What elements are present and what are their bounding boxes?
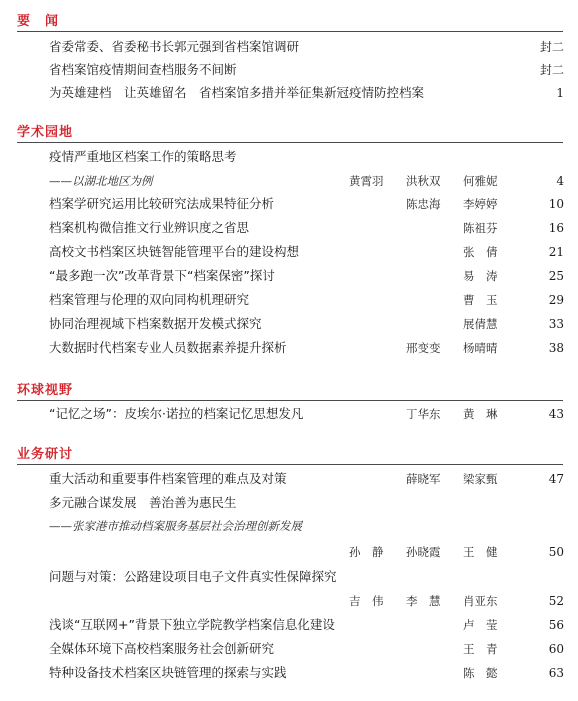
page-number: 封二 [539,40,564,54]
toc-entry[interactable] [49,290,564,310]
toc-entry[interactable] [49,404,564,424]
toc-entry[interactable] [49,338,564,358]
page-number: 47 [548,472,564,486]
page-number: 封二 [539,63,564,77]
entry-title: “最多跑一次”改革背景下“档案保密”探讨 [49,268,275,283]
author: 张 倩 [463,245,498,259]
author: 邢变变 [406,341,441,355]
entry-title: 档案机构微信推文行业辨识度之省思 [49,220,250,235]
author: 梁家甄 [463,472,498,486]
page-number: 63 [548,666,564,680]
author: 洪秋双 [406,174,441,188]
author: 陈祖芬 [463,221,498,235]
author: 曹 玉 [463,293,498,307]
page-number: 33 [548,317,564,331]
page-number: 56 [548,618,564,632]
author: 王 青 [463,642,498,656]
page-number: 43 [548,407,564,421]
toc-entry[interactable] [49,37,564,57]
toc-entry-subline [49,171,564,191]
entry-title: 省委常委、省委秘书长郭元强到省档案馆调研 [49,39,300,54]
section-title-news: 要 闻 [17,14,60,29]
entry-title: “记忆之场”：皮埃尔·诺拉的档案记忆思想发凡 [49,406,304,421]
author: 陈 懿 [463,666,498,680]
section-divider [17,142,563,143]
entry-title: 为英雄建档 让英雄留名 省档案馆多措并举征集新冠疫情防控档案 [49,85,425,100]
toc-entry[interactable] [49,663,564,683]
page-number: 38 [548,341,564,355]
toc-entry-subline [49,516,564,536]
entry-subtitle: ——以湖北地区为例 [49,174,153,188]
toc-entry[interactable] [49,242,564,262]
author: 孙 静 [349,545,384,559]
section-divider [17,31,563,32]
entry-title: 问题与对策：公路建设项目电子文件真实性保障探究 [49,569,337,584]
entry-title: 协同治理视域下档案数据开发模式探究 [49,316,262,331]
toc-entry[interactable] [49,314,564,334]
entry-subtitle: ——张家港市推动档案服务基层社会治理创新发展 [49,519,302,533]
page-number: 10 [548,197,564,211]
author: 肖亚东 [463,594,498,608]
entry-title: 特种设备技术档案区块链管理的探索与实践 [49,665,287,680]
toc-entry-subline [49,542,564,562]
entry-title: 多元融合谋发展 善治善为惠民生 [49,495,237,510]
author: 丁华东 [406,407,441,421]
section-title-global: 环球视野 [17,383,74,398]
author: 卢 莹 [463,618,498,632]
author: 王 健 [463,545,498,559]
author: 黄霄羽 [349,174,384,188]
entry-title: 大数据时代档案专业人员数据素养提升探析 [49,340,287,355]
page-number: 60 [548,642,564,656]
page-number: 25 [548,269,564,283]
author: 杨晴晴 [463,341,498,355]
toc-entry[interactable] [49,493,564,513]
toc-entry[interactable] [49,194,564,214]
toc-entry[interactable] [49,469,564,489]
page-number: 50 [548,545,564,559]
author: 薛晓军 [406,472,441,486]
section-divider [17,464,563,465]
author: 孙晓霞 [406,545,441,559]
author: 黄 琳 [463,407,498,421]
toc-entry[interactable] [49,615,564,635]
entry-title: 档案管理与伦理的双向同构机理研究 [49,292,250,307]
author: 易 涛 [463,269,498,283]
entry-title: 全媒体环境下高校档案服务社会创新研究 [49,641,275,656]
entry-title: 浅谈“互联网+”背景下独立学院教学档案信息化建设 [49,617,335,632]
page-number: 21 [548,245,564,259]
toc-entry[interactable] [49,639,564,659]
author: 吉 伟 [349,594,384,608]
toc-entry[interactable] [49,83,564,103]
author: 李婷婷 [463,197,498,211]
toc-entry[interactable] [49,567,564,587]
page-number: 4 [556,174,564,188]
author: 李 慧 [406,594,441,608]
toc-entry[interactable] [49,218,564,238]
page-number: 52 [548,594,564,608]
entry-title: 档案学研究运用比较研究法成果特征分析 [49,196,275,211]
toc-entry[interactable] [49,147,564,167]
section-title-practice: 业务研讨 [17,447,74,462]
entry-title: 疫情严重地区档案工作的策略思考 [49,149,237,164]
toc-entry-subline [49,591,564,611]
entry-title: 省档案馆疫情期间查档服务不间断 [49,62,237,77]
author: 展倩慧 [463,317,498,331]
section-divider [17,400,563,401]
page-number: 16 [548,221,564,235]
entry-title: 重大活动和重要事件档案管理的难点及对策 [49,471,287,486]
section-title-academic: 学术园地 [17,125,74,140]
author: 何雅妮 [463,174,498,188]
toc-entry[interactable] [49,266,564,286]
author: 陈忠海 [406,197,441,211]
page-number: 29 [548,293,564,307]
page-number: 1 [556,86,564,100]
entry-title: 高校文书档案区块链智能管理平台的建设构想 [49,244,300,259]
toc-entry[interactable] [49,60,564,80]
